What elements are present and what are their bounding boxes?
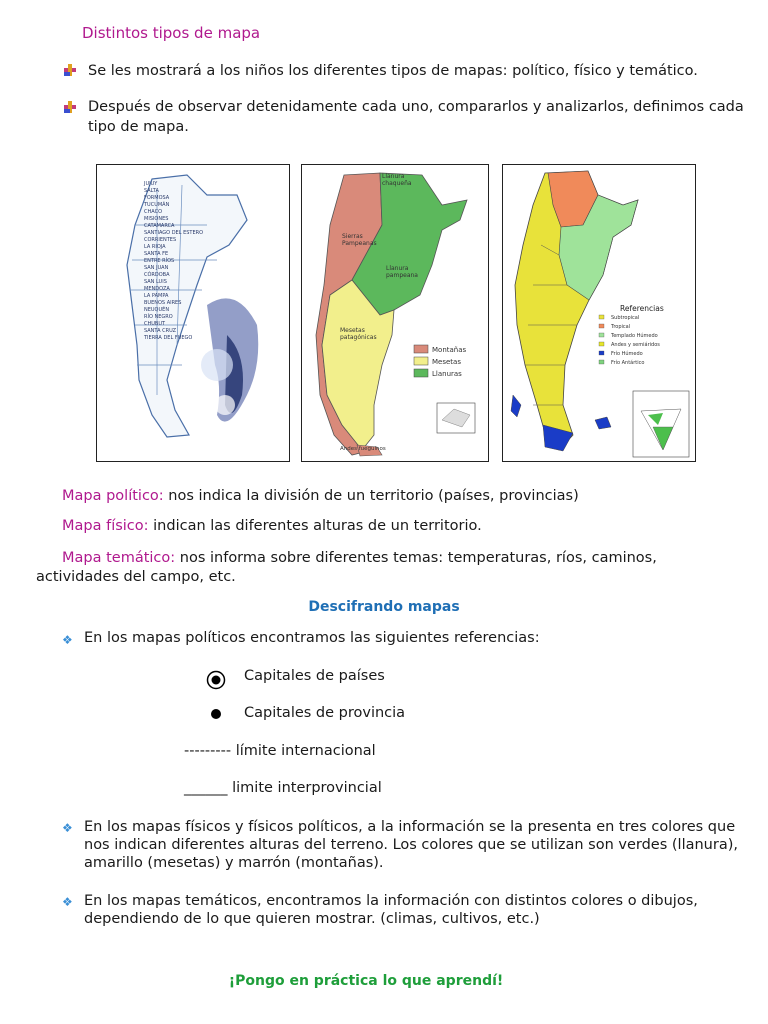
region-label: Sierras Pampeanas [342, 233, 377, 247]
province-capital-icon [210, 708, 222, 724]
intro-bullet-cont: tipo de mapa. [88, 119, 189, 135]
section-title: Descifrando mapas [308, 599, 460, 615]
ref-country-capitals: Capitales de países [244, 668, 385, 684]
thematic-paragraph: En los mapas temáticos, encontramos la información con distintos colores o dibujos, dependiendo de lo que quieren mostrar. (climas, cultivos, etc.) [84, 893, 698, 927]
country-capital-icon [206, 670, 226, 694]
physical-legend: Montañas Mesetas Llanuras [432, 346, 467, 378]
diamond-bullet-icon: ❖ [62, 821, 73, 835]
political-map [96, 164, 290, 462]
page-title: Distintos tipos de mapa [82, 24, 261, 42]
diamond-bullet-icon: ❖ [62, 895, 73, 909]
diamond-bullet-icon: ❖ [62, 633, 73, 647]
intro-bullet: Se les mostrará a los niños los diferentes tipos de mapas: político, físico y temático. [88, 63, 698, 79]
term: Mapa físico: [62, 518, 149, 534]
physical-paragraph: En los mapas físicos y físicos políticos, a la información se la presenta en tres colores que nos indican diferentes alturas del terreno. Los colores que se utilizan son verdes (llanura), amarillo (mesetas) y marrón (montañas). [84, 819, 738, 871]
ref-prov-limit: ______ limite interprovincial [184, 780, 382, 796]
thematic-legend: Subtropical Tropical Templado Húmedo Andes y semiáridos Frío Húmedo Frío Antártico [611, 315, 660, 366]
definition-thematic [62, 550, 657, 566]
region-label: Mesetas patagónicas [340, 327, 377, 341]
ref-intl-limit: --------- límite internacional [184, 743, 376, 759]
physical-map [301, 164, 489, 462]
definition-thematic-cont: actividades del campo, etc. [36, 569, 236, 585]
definition-physical [62, 518, 482, 534]
region-label: Llanura pampeana [386, 265, 418, 279]
bullet-icon [62, 62, 78, 82]
term: Mapa político: [62, 488, 164, 504]
refs-intro: En los mapas políticos encontramos las siguientes referencias: [84, 630, 540, 646]
definition-text: indican las diferentes alturas de un territorio. [153, 518, 482, 534]
region-label: Llanura chaqueña [382, 173, 412, 187]
ref-province-capitals: Capitales de provincia [244, 705, 406, 721]
intro-bullet: Después de observar detenidamente cada uno, compararlos y analizarlos, definimos cada [88, 99, 744, 115]
definition-text: nos indica la división de un territorio (países, provincias) [168, 488, 579, 504]
definition-political [62, 488, 579, 504]
thematic-map [502, 164, 696, 462]
region-label: Andes fueguinos [340, 446, 386, 452]
practice-heading: ¡Pongo en práctica lo que aprendí! [228, 973, 504, 989]
definition-text: nos informa sobre diferentes temas: temperaturas, ríos, caminos, [179, 550, 657, 566]
political-labels: JUJUY SALTA FORMOSA TUCUMÁN CHACO MISIONES CATAMARCA SANTIAGO DEL ESTERO CORRIENTES LA RIOJA SANTA FE ENTRE RÍOS SAN JUAN CÓRDOBA SAN LUIS MENDOZA LA PAMPA BUENOS AIRES NEUQUÉN RÍO NEGRO CHUBUT SANTA CRUZ TIERRA DEL FUEGO [144, 181, 204, 341]
thematic-legend-title: Referencias [620, 304, 664, 313]
term: Mapa temático: [62, 550, 176, 566]
bullet-icon [62, 99, 78, 119]
